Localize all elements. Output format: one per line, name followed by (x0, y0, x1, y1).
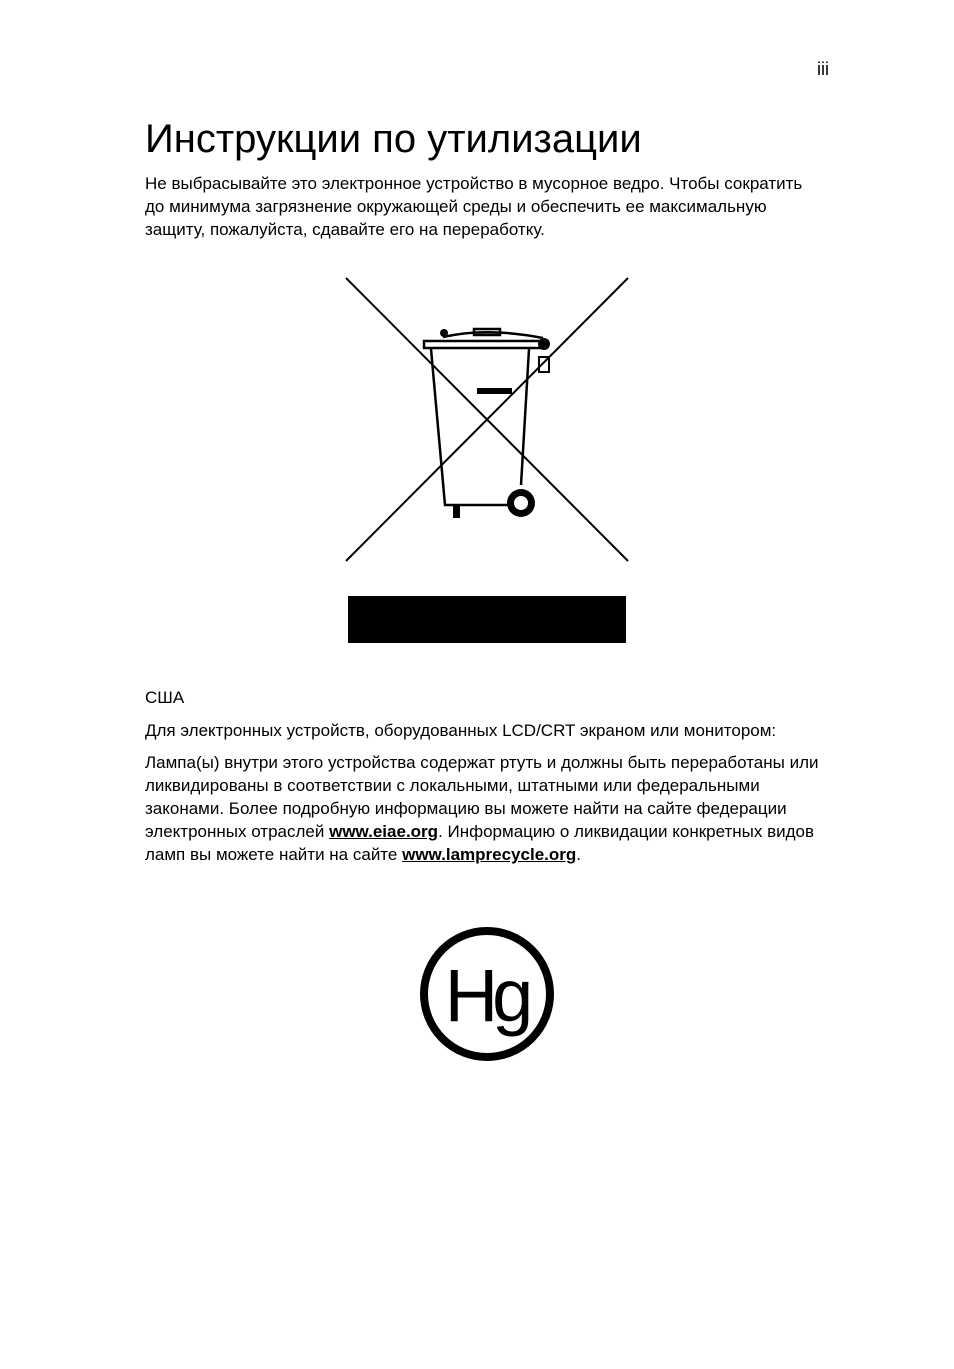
lamp-text-part1: Лампа(ы) внутри этого устройства содержат ртуть и должны быть переработаны или ликвидированы в соответствии с локальными, штатными или федеральными законами. Более подробную информацию вы можете найти на сайте федерации электронных отраслей (145, 753, 819, 841)
lamprecycle-link[interactable]: www.lamprecycle.org (402, 845, 577, 864)
hg-symbol-text: Hg (444, 954, 528, 1037)
lamp-disposal-paragraph (145, 751, 835, 866)
lamp-text-part3: . (576, 845, 581, 864)
intro-paragraph: Не выбрасывайте это электронное устройство в мусорное ведро. Чтобы сократить до минимума загрязнение окружающей среды и обеспечить ее максимальную защиту, пожалуйста, сдавайте его на переработку. (145, 174, 803, 239)
region-label: США (145, 688, 185, 707)
lamp-text-part2: . Информацию о ликвидации конкретных видов ламп вы можете найти на сайте (145, 822, 815, 864)
lcd-crt-note: Для электронных устройств, оборудованных LCD/CRT экраном или монитором: (145, 721, 777, 740)
black-bar (348, 596, 626, 643)
eiae-link[interactable]: www.eiae.org (329, 822, 439, 841)
crossed-out-wheelie-bin-icon (343, 275, 631, 565)
mercury-hg-icon (418, 925, 556, 1063)
page-number: iii (817, 59, 829, 79)
page-title: Инструкции по утилизации (145, 117, 642, 161)
